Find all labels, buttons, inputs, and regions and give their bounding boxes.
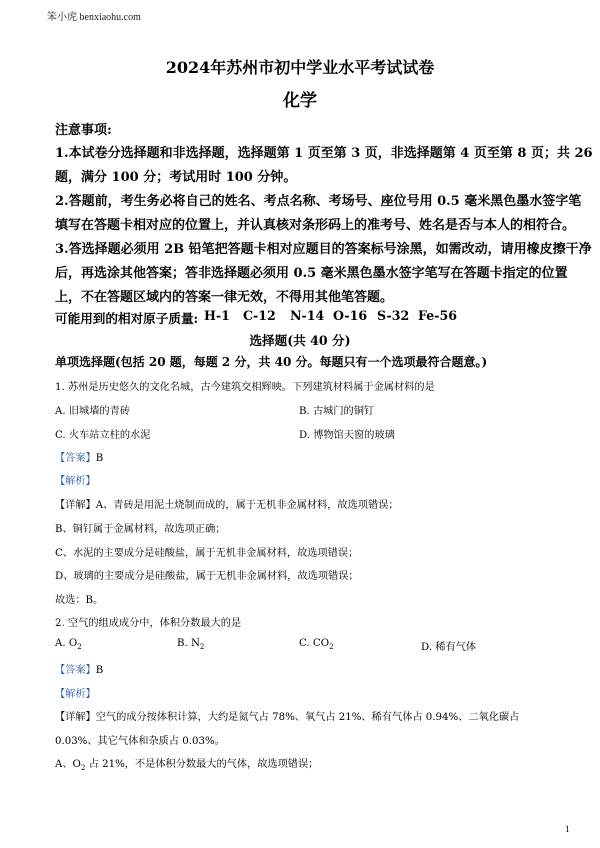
- q1-option-d: D. 博物馆天窗的玻璃: [299, 430, 395, 441]
- detail-tag: 【详解】: [55, 712, 96, 723]
- analysis-tag: 【解析】: [55, 689, 96, 700]
- q1-detail-row: [55, 496, 555, 511]
- detail-line: 空气的成分按体积计算，大约是氮气占 78%、氧气占 21%、稀有气体占 0.94%、二氧化碳占: [95, 712, 520, 723]
- notice-line: 3.答选择题必须用 2B 铅笔把答题卡相对应题目的答案标号涂黑，如需改动，请用橡皮擦干净: [55, 242, 592, 257]
- detail-line: 0.03%、其它气体和杂质占 0.03%。: [55, 736, 225, 747]
- answer-value: B: [95, 453, 104, 464]
- q1-option-b: B. 古城门的铜钉: [299, 406, 375, 417]
- answer-tag: 【答案】: [55, 665, 96, 676]
- notice-line: 1.本试卷分选择题和非选择题，选择题第 1 页至第 3 页，非选择题第 4 页至第 8 页；共 26: [55, 146, 593, 161]
- notice-line: 2.答题前，考生务必将自己的姓名、考点名称、考场号、座位号用 0.5 毫米黑色墨水签字笔: [55, 194, 582, 209]
- q2-option-a: A. $O_2$: [55, 638, 82, 652]
- q1-option-c: C. 火车站立柱的水泥: [55, 430, 151, 441]
- atomic-mass-item: O-16: [333, 308, 368, 323]
- q2-option-d: D. 稀有气体: [421, 642, 477, 653]
- atomic-mass-item: H-1: [204, 308, 230, 323]
- q2-detail-row: [55, 708, 555, 723]
- notice-line: 上，不在答题区域内的答案一律无效，不得用其他笔答题。: [55, 290, 394, 305]
- notice-line: 填写在答题卡相对应的位置上，并认真核对条形码上的准考号、姓名是否与本人的相符合。: [55, 218, 576, 233]
- subject-title: 化学: [283, 91, 317, 111]
- detail-line: 故选：B。: [55, 595, 104, 606]
- question-stem: 2. 空气的组成成分中，体积分数最大的是: [55, 618, 242, 629]
- page-number: 1: [565, 824, 570, 834]
- analysis-tag: 【解析】: [55, 476, 96, 487]
- atomic-mass-item: Fe-56: [418, 308, 458, 323]
- answer-value: B: [95, 665, 104, 676]
- atomic-mass-item: N-14: [290, 308, 325, 323]
- answer-tag: 【答案】: [55, 453, 96, 464]
- question-stem: 1. 苏州是历史悠久的文化名城，古今建筑交相辉映。下列建筑材料属于金属材料的是: [55, 382, 435, 393]
- q2-answer-row: [55, 661, 555, 676]
- notice-line: 题，满分 100 分；考试用时 100 分钟。: [55, 170, 297, 185]
- notice-line: 后，再选涂其他答案；答非选择题必须用 0.5 毫米黑色墨水签字笔写在答题卡指定的位置: [55, 266, 568, 281]
- q1-option-a: A. 旧城墙的青砖: [55, 406, 130, 417]
- atomic-mass-label: 可能用到的相对原子质量:: [55, 311, 199, 326]
- section-instruction: 单项选择题(包括 20 题，每题 2 分，共 40 分。每题只有一个选项最符合题意。): [55, 355, 488, 369]
- q2-option-c: C. $CO_2$: [299, 638, 334, 652]
- atomic-mass-item: C-12: [243, 308, 276, 323]
- detail-line: D、玻璃的主要成分是硅酸盐，属于无机非金属材料，故选项错误；: [55, 571, 359, 582]
- detail-tag: 【详解】: [55, 500, 96, 511]
- watermark-text: 笨小虎 benxiaohu.com: [47, 12, 141, 23]
- detail-line: C、水泥的主要成分是硅酸盐，属于无机非金属材料，故选项错误；: [55, 548, 359, 559]
- detail-line: A、青砖是用泥土烧制而成的，属于无机非金属材料，故选项错误；: [95, 500, 399, 511]
- section-title: 选择题(共 40 分): [249, 333, 351, 348]
- detail-line: A、$O_2$ 占 21%，不是体积分数最大的气体，故选项错误；: [55, 759, 319, 773]
- exam-title: 2024年苏州市初中学业水平考试试卷: [165, 58, 435, 77]
- notice-heading: 注意事项:: [55, 123, 112, 138]
- q2-option-b: B. $N_2$: [177, 638, 205, 652]
- atomic-mass-item: S-32: [377, 308, 410, 323]
- q1-answer-row: [55, 449, 555, 464]
- detail-line: B、铜钉属于金属材料，故选项正确；: [55, 524, 226, 535]
